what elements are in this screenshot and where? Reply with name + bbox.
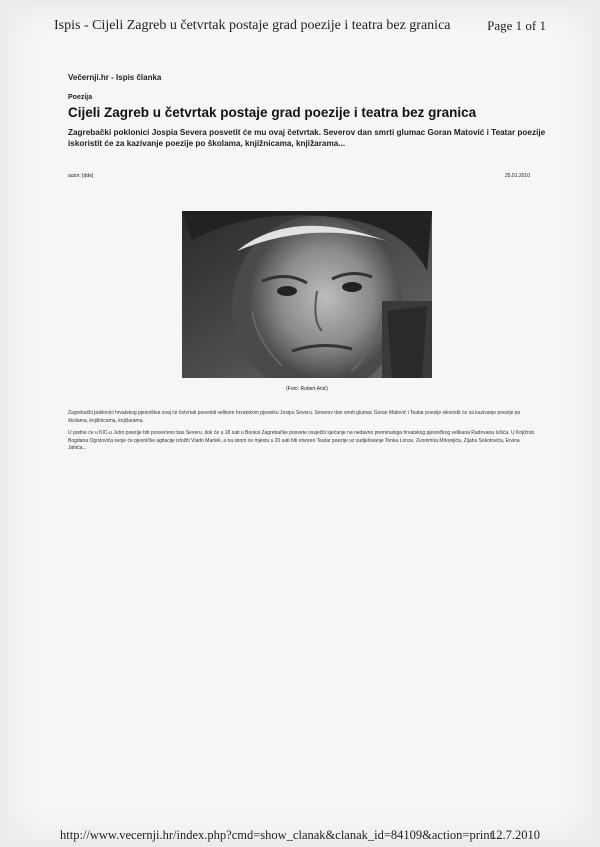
print-header-page-number: Page 1 of 1 <box>487 18 546 33</box>
photo-caption: (Foto: Robert Anić) <box>286 386 328 392</box>
print-footer-date: 12.7.2010 <box>490 828 540 842</box>
portrait-image <box>182 211 432 378</box>
print-footer-url: http://www.vecernji.hr/index.php?cmd=show_clanak&clanak_id=84109&action=print... <box>60 828 503 842</box>
article-photo <box>182 211 432 378</box>
article-date: 25.01.2010 <box>504 173 530 179</box>
article-paragraph: Zagrebački poklonici hrvatskog pjesništva ovaj će četvrtak posvetiti velikom hrvatskom pjesniku Josipu Severu. Severov dan smrti glumac Goran Matović i Teatar poezije iskoristit će za kazivanje poezije po školama, knjižnicama, knjižarama. <box>68 410 521 424</box>
article-headline: Cijeli Zagreb u četvrtak postaje grad poezije i teatra bez granica <box>68 105 477 120</box>
article-lead: Zagrebački poklonici Jospia Severa posvetit će mu ovaj četvrtak. Severov dan smrti glumac Goran Matović i Teatar poezije iskoristit će za kazivanje poezije po školama, knjižnicama, knjižarama... <box>68 128 546 148</box>
article-author: autor: [dde] <box>68 173 94 179</box>
site-name: Večernji.hr - Ispis članka <box>68 73 162 82</box>
article-paragraph: U podne će u KIC-u Jutro poezije biti posvećeno bas Severu, dok će u 18 sati u Booksi Zagrebačke posvete osvježiti sjećanje na nedavno preminuloga hrvatskog pjesničkog velikana Radovana Ivšića. U Knjižnici Bogdana Ogrizovića svoje će pjesničke agitacije izložiti Vlado Martek, a na istom će mjestu u 20 sati biti otvoren Teatar poezije uz sudjelovanje Tonka Lonze, Zvonimira Mrkonjića, Zijaha Sokolovića, Ervina Jahića... <box>68 430 535 451</box>
printed-page <box>8 6 592 840</box>
print-header-title: Ispis - Cijeli Zagreb u četvrtak postaje grad poezije i teatra bez granica <box>54 18 451 33</box>
section-label: Poezija <box>68 94 93 101</box>
